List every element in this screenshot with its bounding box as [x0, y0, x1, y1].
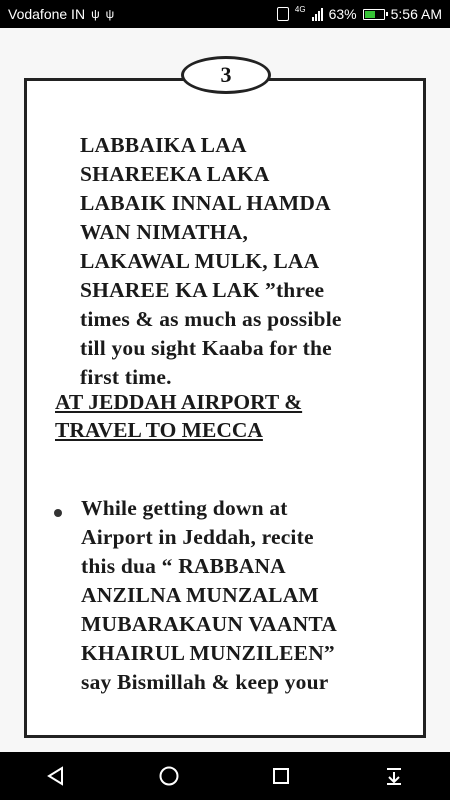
navigation-bar — [0, 752, 450, 800]
talbiyah-paragraph — [80, 131, 400, 392]
section-heading — [55, 388, 385, 444]
page-number-badge — [181, 56, 271, 94]
text-line: LABAIK INNAL HAMDA — [80, 191, 331, 215]
text-line: till you sight Kaaba for the — [80, 336, 332, 360]
text-line: WAN NIMATHA, — [80, 220, 249, 244]
battery-icon — [363, 9, 385, 20]
text-line: MUBARAKAUN VAANTA — [81, 612, 338, 636]
text-line: LAKAWAL MULK, LAA — [80, 249, 320, 273]
text-line: say Bismillah & keep your — [81, 670, 329, 694]
back-triangle-icon — [46, 766, 66, 786]
notifications-pull-button[interactable] — [364, 752, 424, 800]
usb-icon-2: ψ — [105, 7, 115, 21]
network-type-label: 4G — [294, 4, 306, 14]
text-line: While getting down at — [81, 496, 288, 520]
text-line: SHAREE KA LAK ”three — [80, 278, 325, 302]
document-view[interactable] — [0, 28, 450, 752]
text-line: SHAREEKA LAKA — [80, 162, 270, 186]
text-line: ANZILNA MUNZALAM — [81, 583, 319, 607]
usb-icon: ψ — [91, 7, 100, 21]
signal-icon — [312, 7, 323, 21]
carrier-name: Vodafone IN — [8, 6, 86, 22]
text-line: LABBAIKA LAA — [80, 133, 247, 157]
battery-fill — [365, 11, 376, 18]
page-number: 3 — [220, 62, 232, 87]
pull-down-icon — [384, 766, 404, 786]
text-line: KHAIRUL MUNZILEEN” — [81, 641, 335, 665]
battery-percent: 63% — [328, 6, 357, 22]
status-bar — [0, 0, 450, 28]
text-line: times & as much as possible — [80, 307, 342, 331]
home-button[interactable] — [139, 752, 199, 800]
home-circle-icon — [158, 765, 180, 787]
text-line: Airport in Jeddah, recite — [81, 525, 314, 549]
clock: 5:56 AM — [390, 6, 442, 22]
bullet-paragraph — [81, 494, 411, 697]
heading-line: AT JEDDAH AIRPORT & — [55, 390, 303, 414]
vibrate-icon — [277, 7, 289, 21]
bullet-icon — [54, 509, 62, 517]
text-line: this dua “ RABBANA — [81, 554, 286, 578]
recents-square-icon — [271, 766, 291, 786]
back-button[interactable] — [26, 752, 86, 800]
heading-line: TRAVEL TO MECCA — [55, 418, 263, 442]
recents-button[interactable] — [251, 752, 311, 800]
text-line: first time. — [80, 365, 172, 389]
